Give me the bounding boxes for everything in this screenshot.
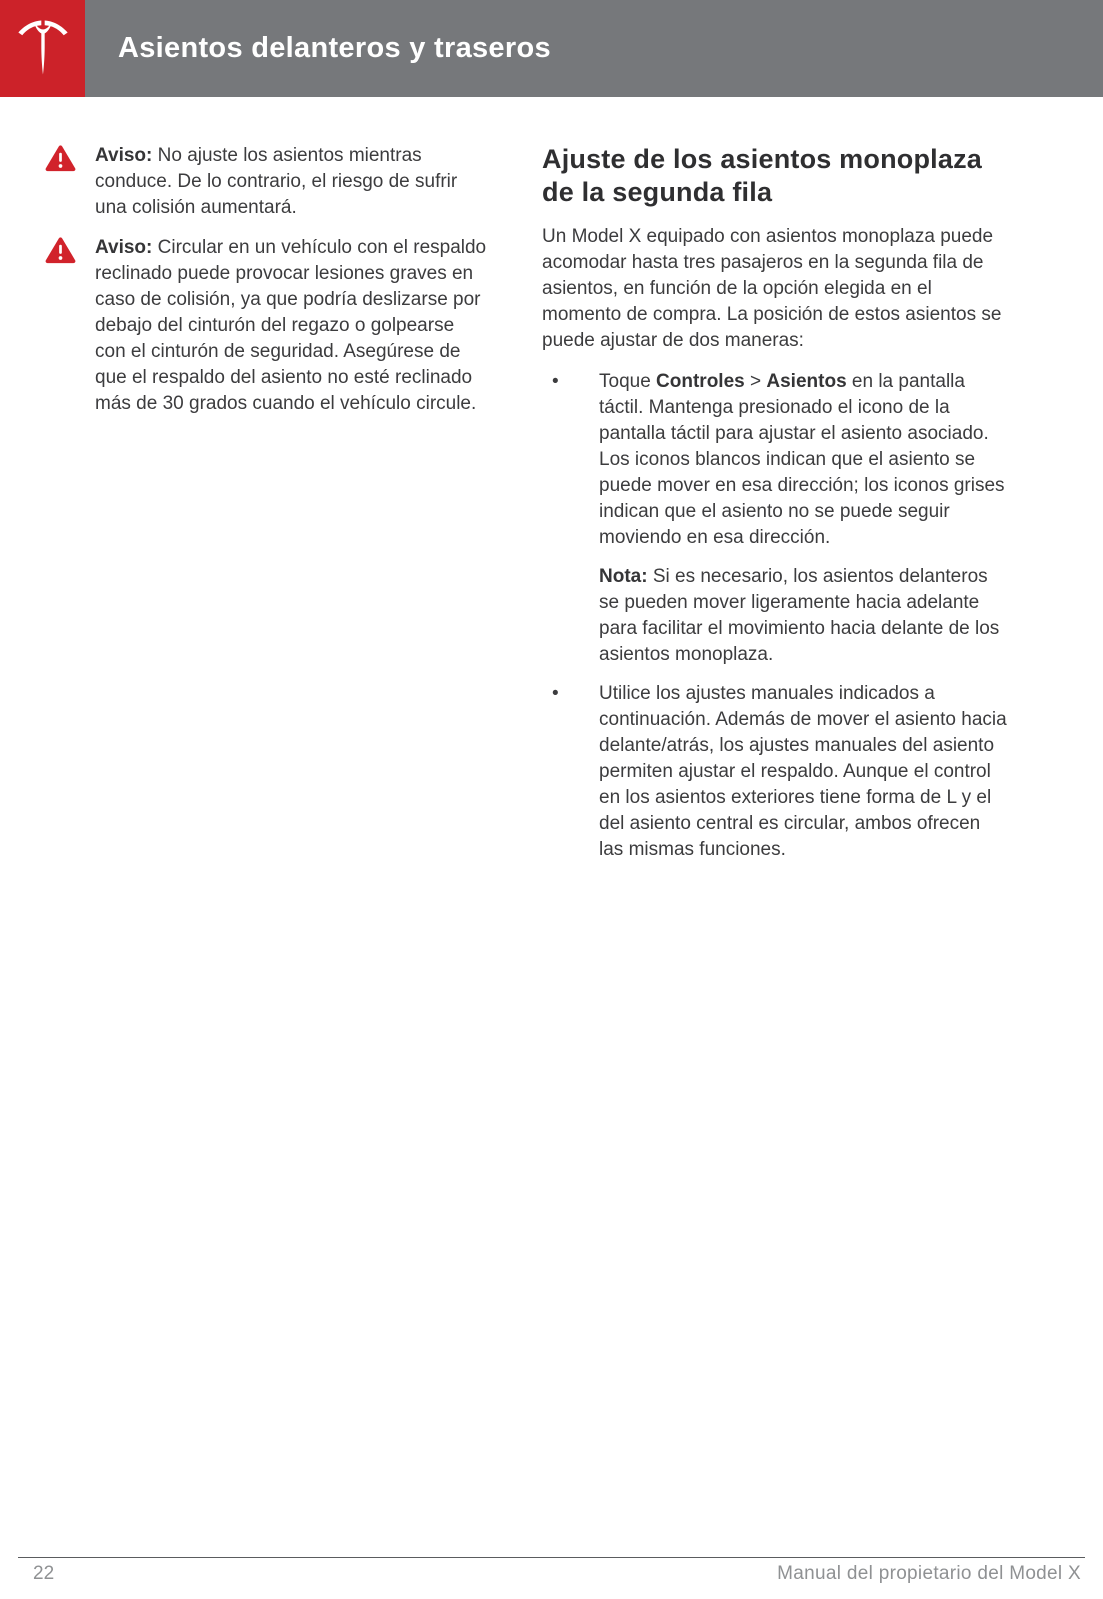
warning-item-1: [45, 143, 490, 221]
warning-triangle-icon: [45, 236, 78, 265]
page-footer: [18, 1557, 1085, 1585]
warning-body: Circular en un vehículo con el respaldo reclinado puede provocar lesiones graves en caso de colisión, ya que podría deslizarse por debajo del cinturón del regazo o golpearse con el cinturón de seguridad. Asegúrese de que el respaldo del asiento no esté reclinado más de 30 grados cuando el vehículo circule.: [95, 237, 487, 414]
bullet-text-part: >: [744, 371, 767, 392]
bullet-text: Utilice los ajustes manuales indicados a continuación. Además de mover el asiento hacia delante/atrás, los ajustes manuales del asiento permiten ajustar el respaldo. Aunque el control en los asientos exteriores tiene forma de L y el del asiento central es circular, ambos ofrecen las mismas funciones.: [599, 683, 1007, 860]
warning-body: No ajuste los asientos mientras conduce. De lo contrario, el riesgo de sufrir una colisión aumentará.: [95, 145, 458, 218]
section-heading: Ajuste de los asientos monoplaza de la segunda fila: [542, 144, 982, 207]
adjustment-methods-list: [542, 369, 1008, 863]
note-body: Si es necesario, los asientos delanteros se pueden mover ligeramente hacia adelante para facilitar el movimiento hacia delante de los asientos monoplaza.: [599, 566, 1000, 665]
list-item-touchscreen: [542, 369, 1008, 668]
note-paragraph: [599, 564, 1008, 668]
footer-manual-title: Manual del propietario del Model X: [777, 1563, 1081, 1584]
bullet-text-part: en la pantalla táctil. Mantenga presionado el icono de la pantalla táctil para ajustar el asiento asociado. Los iconos blancos indican que el asiento se puede mover en esa dirección; los iconos grises indican que el asiento no se puede seguir moviendo en esa dirección.: [599, 371, 1005, 548]
section-intro: Un Model X equipado con asientos monoplaza puede acomodar hasta tres pasajeros en la segunda fila de asientos, en función de la opción elegida en el momento de compra. La posición de estos asientos se puede ajustar de dos maneras:: [542, 226, 1002, 351]
bullet-body: [599, 681, 1008, 863]
page-title: Asientos delanteros y traseros: [118, 32, 551, 64]
warning-text-1: [95, 143, 490, 221]
bullet-icon: •: [552, 683, 559, 704]
right-column: [542, 143, 1008, 876]
warning-triangle-icon: [45, 144, 78, 173]
content-area: [0, 97, 1103, 876]
warning-text-2: [95, 235, 490, 417]
warning-item-2: [45, 235, 490, 417]
list-item-manual-adjustments: [542, 681, 1008, 863]
seats-menu-label: Asientos: [766, 371, 847, 392]
warning-label: Aviso:: [95, 237, 153, 258]
controls-menu-label: Controles: [656, 371, 745, 392]
bullet-text: [599, 369, 1008, 551]
tesla-t-icon: [15, 16, 71, 82]
page-header: [0, 0, 1103, 97]
bullet-icon: •: [552, 371, 559, 392]
left-column: [45, 143, 490, 876]
bullet-text-part: Toque: [599, 371, 657, 392]
page-number: 22: [33, 1563, 55, 1584]
note-label: Nota:: [599, 566, 648, 587]
warning-label: Aviso:: [95, 145, 153, 166]
bullet-body: [599, 369, 1008, 668]
tesla-logo: [0, 0, 85, 97]
